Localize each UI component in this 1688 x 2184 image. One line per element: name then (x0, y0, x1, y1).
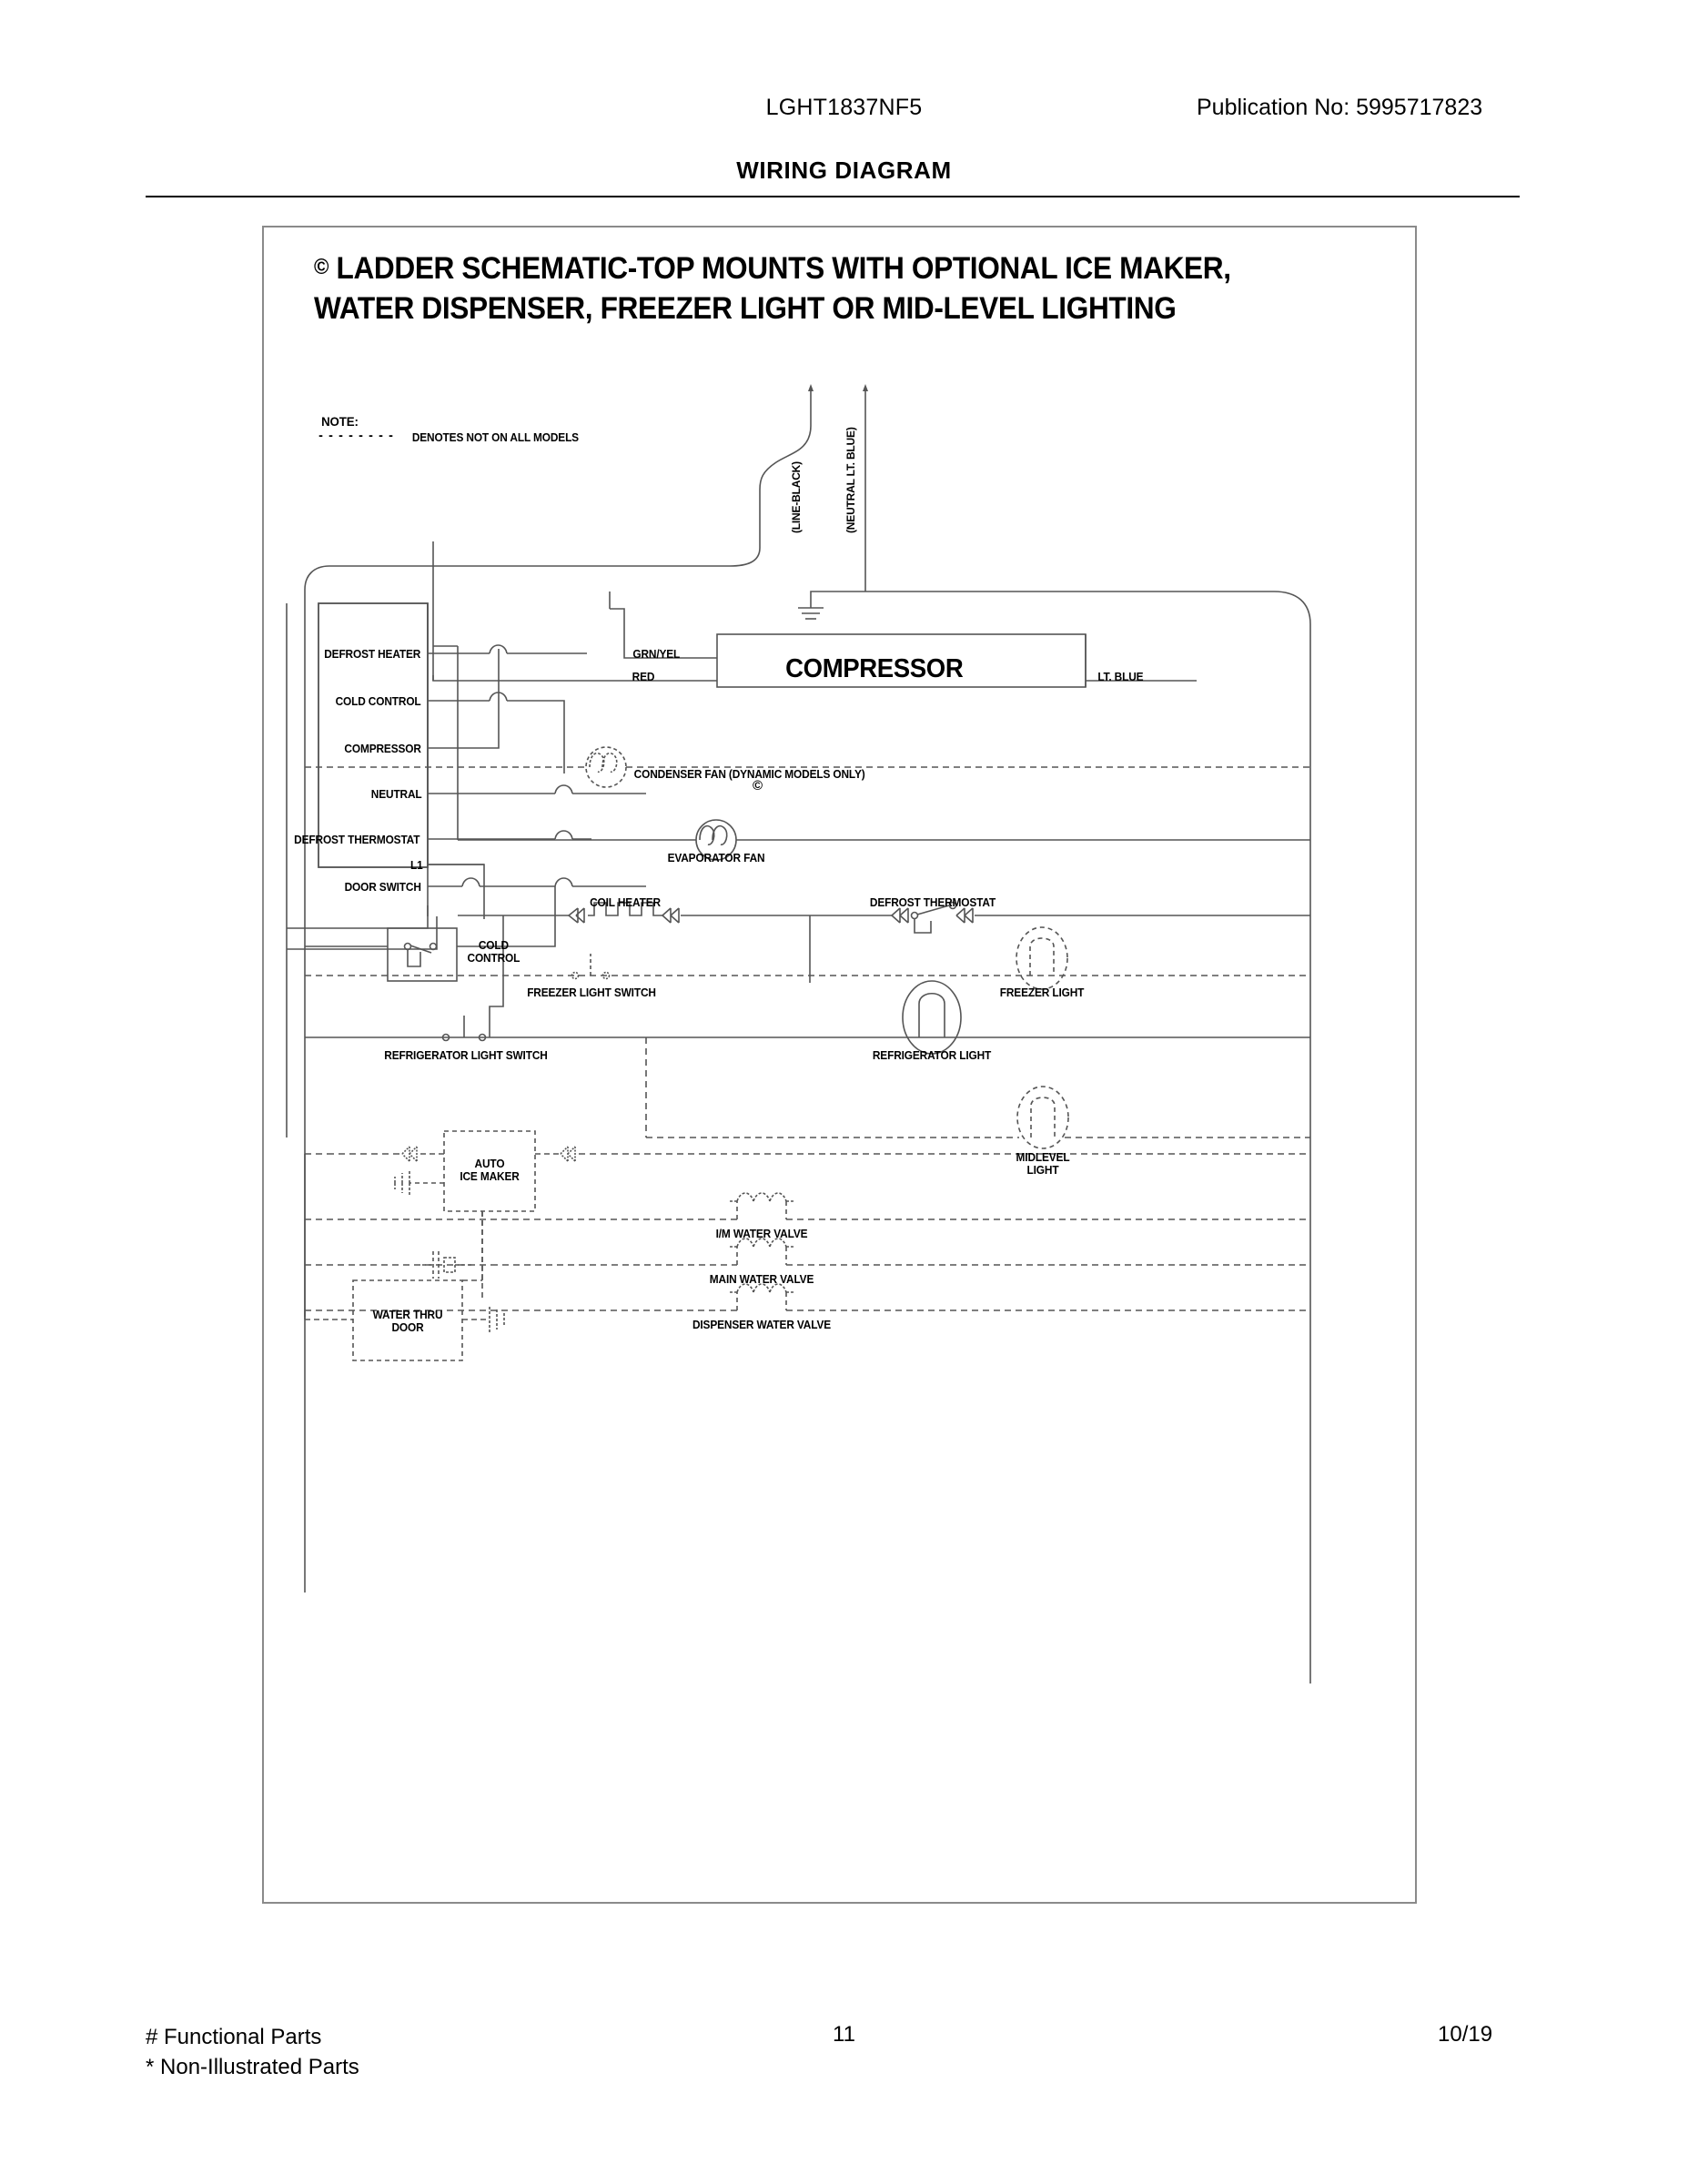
note-label: NOTE: (321, 414, 359, 429)
schematic-frame (262, 226, 1417, 1904)
footer-page-number: 11 (833, 2022, 855, 2047)
main-water-valve-label: MAIN WATER VALVE (709, 1273, 814, 1286)
footer-non-illustrated-parts: * Non-Illustrated Parts (146, 2055, 359, 2079)
coil-heater-label: COIL HEATER (590, 896, 661, 909)
supply-neutral-label: (NEUTRAL LT. BLUE) (844, 427, 857, 533)
terminal-compressor: COMPRESSOR (344, 743, 421, 755)
model-number: LGHT1837NF5 (765, 95, 923, 120)
terminal-l1: L1 (410, 859, 423, 872)
note-text: DENOTES NOT ON ALL MODELS (411, 431, 579, 444)
cold-control-line2: CONTROL (467, 952, 521, 965)
terminal-defrost-heater: DEFROST HEATER (324, 648, 421, 661)
water-thru-door-line1: WATER THRU (372, 1309, 443, 1321)
schematic-drawing (264, 228, 1415, 1902)
compressor-red-wire-label: RED (632, 671, 655, 683)
refrigerator-light-switch-label: REFRIGERATOR LIGHT SWITCH (384, 1049, 548, 1062)
condenser-fan-label: CONDENSER FAN (DYNAMIC MODELS ONLY) (633, 768, 865, 781)
freezer-light-switch-label: FREEZER LIGHT SWITCH (527, 986, 656, 999)
auto-ice-maker-label (460, 1158, 519, 1183)
terminal-defrost-thermostat: DEFROST THERMOSTAT (294, 834, 420, 846)
terminal-neutral: NEUTRAL (370, 788, 422, 801)
terminal-cold-control: COLD CONTROL (335, 695, 421, 708)
schematic-title-line2: WATER DISPENSER, FREEZER LIGHT OR MID-LEVEL LIGHTING (314, 291, 1177, 326)
page-title: WIRING DIAGRAM (736, 157, 952, 184)
defrost-thermostat-label: DEFROST THERMOSTAT (869, 896, 996, 909)
evaporator-fan-label: EVAPORATOR FAN (667, 852, 765, 864)
publication-number: Publication No: 5995717823 (1197, 95, 1483, 120)
note-dashes: - - - - - - - - (318, 428, 394, 443)
midlevel-light-line1: MIDLEVEL (1016, 1151, 1070, 1164)
condenser-fan-copyright-icon: © (753, 778, 763, 794)
auto-ice-maker-line1: AUTO (474, 1158, 505, 1170)
footer-date: 10/19 (1438, 2022, 1493, 2047)
refrigerator-light-label: REFRIGERATOR LIGHT (872, 1049, 992, 1062)
auto-ice-maker-line2: ICE MAKER (460, 1170, 520, 1183)
midlevel-light-label (1016, 1151, 1070, 1177)
compressor-ground-wire-label: GRN/YEL (632, 648, 681, 661)
header-divider (146, 196, 1520, 197)
compressor-label: COMPRESSOR (785, 654, 964, 683)
cold-control-label (468, 939, 521, 965)
copyright-icon: © (314, 255, 329, 279)
compressor-blue-wire-label: LT. BLUE (1097, 671, 1144, 683)
im-water-valve-label: I/M WATER VALVE (715, 1228, 808, 1240)
freezer-light-label: FREEZER LIGHT (999, 986, 1085, 999)
supply-line-label: (LINE-BLACK) (790, 461, 803, 533)
water-thru-door-label (373, 1309, 443, 1334)
cold-control-line1: COLD (478, 939, 509, 952)
footer-functional-parts: # Functional Parts (146, 2025, 322, 2049)
water-thru-door-line2: DOOR (391, 1321, 424, 1334)
terminal-door-switch: DOOR SWITCH (344, 881, 421, 894)
dispenser-water-valve-label: DISPENSER WATER VALVE (692, 1319, 832, 1331)
schematic-title-line1: LADDER SCHEMATIC-TOP MOUNTS WITH OPTIONAL ICE MAKER, (336, 251, 1231, 286)
midlevel-light-line2: LIGHT (1026, 1164, 1059, 1177)
